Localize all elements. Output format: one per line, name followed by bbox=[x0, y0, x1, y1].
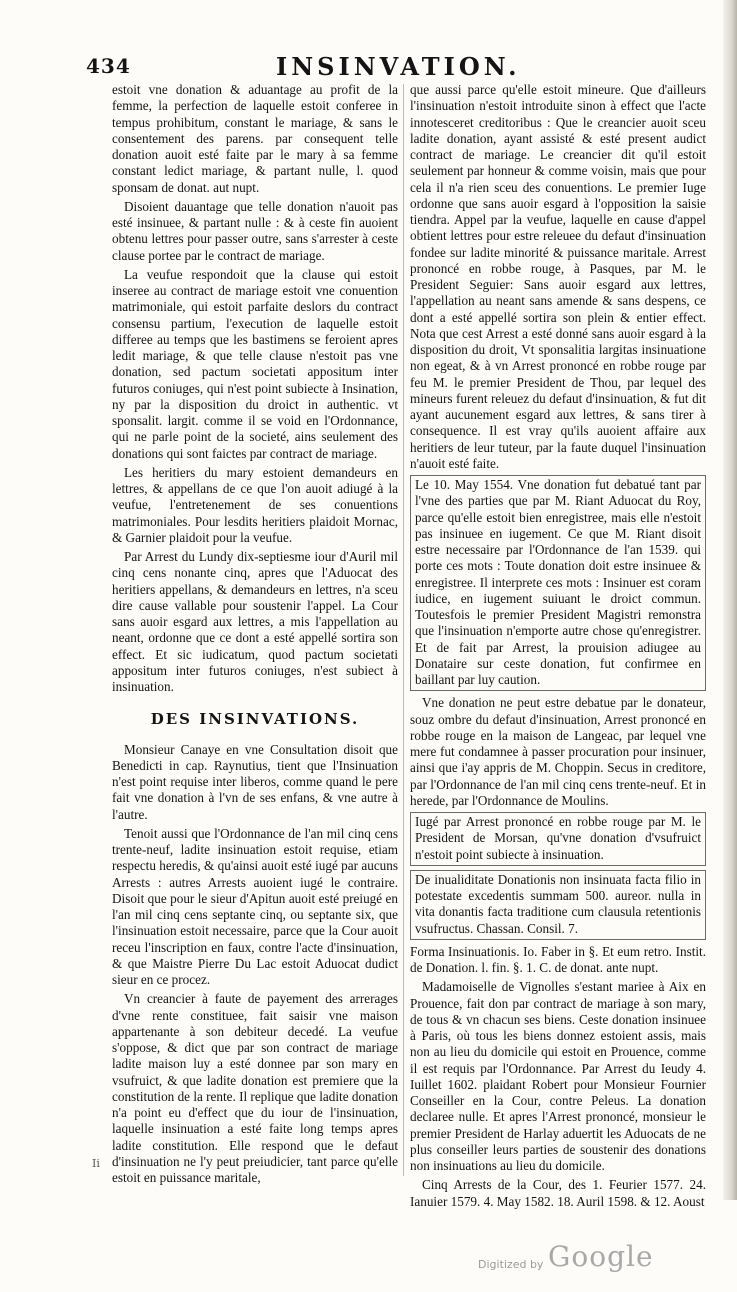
paragraph: estoit vne donation & aduantage au profit de la femme, la perfection de laquelle estoit conferee in tempus prohibitum, constant le mariage, & sans le consentement des parens. par consequent telle donation auoit esté faite par le mary à sa femme constant ledict mariage, & partant nulle, l. quod sponsam de donat. aut nupt. bbox=[112, 82, 398, 195]
boxed-note-text: Le 10. May 1554. Vne donation fut debatué tant par l'vne des parties que par M. Riant Aduocat du Roy, parce qu'elle estoit bien enregistree, mais elle n'estoit pas insinuee en iugement. Ce que M. Riant disoit estre necessaire par l'Ordonnance de l'an 1539. qui porte ces mots : Toute donation doit estre insinuee & enregistree. Il interprete ces mots : Insinuer est coram iudice, en iugement suiuant le droict commun. Toutesfois le premier President Magistri remonstra que l'insinuation n'emporte autre chose qu'enregistrer. Et de fait par Arrest, la prouision adiugee au Donataire sur ceste donation, fut confirmee en baillant par luy caution. bbox=[415, 477, 701, 687]
google-logo-text: Google bbox=[548, 1240, 654, 1273]
paragraph: Tenoit aussi que l'Ordonnance de l'an mil cinq cens trente-neuf, ladite insinuation estoit requise, etiam respectu heredis, & qu'ainsi auoit esté iugé par aucuns Arrests : autres Arrests auoient iugé le contraire. Disoit que pour le sieur d'Apitun auoit esté preiugé en l'an mil cinq cens septante cinq, ou septante six, que l'insinuation estoit necessaire, parce que la Cour auoit receu l'inscription en faux, contre l'acte d'insinuation, & que Maistre Pierre Du Lac estoit Aduocat dudict sieur en ce procez. bbox=[112, 825, 398, 987]
paragraph: Par Arrest du Lundy dix-septiesme iour d'Auril mil cinq cens nonante cinq, apres que l'Aduocat des heritiers appellans, & demandeurs en lettres, n'a sceu dire cause vallable pour soustenir l'appel. La Cour sans auoir esgard aux lettres, a mis l'appellation au neant, ordonne que ce dont a esté appellé sortira son effect. Et sic iudicatum, quod pactum societati appositum inter futuros coniuges, n'est subiect à insinuation. bbox=[112, 549, 398, 694]
signature-mark: Ii bbox=[92, 1157, 100, 1170]
page-number: 434 bbox=[86, 54, 131, 78]
section-title: DES INSINVATIONS. bbox=[150, 710, 360, 729]
paragraph: Cinq Arrests de la Cour, des 1. Feurier 1577. 24. Ianuier 1579. 4. May 1582. 18. Auril 1598. & 12. Aoust bbox=[410, 1177, 706, 1209]
paragraph: Vne donation ne peut estre debatue par le donateur, souz ombre du defaut d'insinuation, Arrest prononcé en robbe rouge en la maison de Langeac, par lequel vne mere fut condamnee à passer procuration pour insinuer, ainsi que i'ay appris de M. Choppin. Secus in creditore, par l'Ordonnance de l'an mil cinq cens trente-neuf. Et in herede, par l'Ordonnance de Moulins. bbox=[410, 695, 706, 808]
paragraph: Madamoiselle de Vignolles s'estant mariee à Aix en Prouence, fait don par contract de mariage à son mary, de tous & vn chacun ses biens. Ceste donation insinuee à Paris, où tous les biens donnez estoient assis, mais non au lieu du domicile qui estoit en Prouence, comme il est requis par l'Ordonnance. Par Arrest du Ieudy 4. Iuillet 1602. plaidant Robert pour Monsieur Fournier Conseiller en la Cour, contre Peleus. La donation declaree nulle. Et apres l'Arrest prononcé, monsieur le premier President de Harlay aduertit les Aduocats de ne plus conseiller leurs parties de soustenir des donations non insinuations au lieu du domicile. bbox=[410, 979, 706, 1173]
paragraph: Les heritiers du mary estoient demandeurs en lettres, & appellans de ce que l'on auoit adiugé à la veufue, l'entretenement de ses conuentions matrimoniales. Pour lesdits heritiers plaidoit Mornac, & Garnier plaidoit pour la veufue. bbox=[112, 464, 398, 545]
boxed-note-text: Iugé par Arrest prononcé en robbe rouge par M. le President de Morsan, qu'vne donation d'vsufruict n'estoit point subiecte à insinuation. bbox=[415, 814, 701, 862]
page-header bbox=[86, 54, 722, 82]
paragraph: que aussi parce qu'elle estoit mineure. Que d'ailleurs l'insinuation n'estoit introduite sinon à effect que l'acte innotesceret creditoribus : Que le creancier auoit sceu ladite donation, ayant assisté & esté present audict contract de mariage. Le creancier dit qu'il estoit seulement par honneur & comme voisin, mais que pour cela il n'a rien sceu des conuentions. Le premier Iuge ordonne que sans auoir esgard à l'opposition la saisie tiendra. Appel par la veufue, laquelle en cause d'appel obtient lettres pour estre releuee du defaut d'insinuation fondee sur ladite minorité & puissance maritale. Arrest prononcé en robbe rouge, à Pasques, par M. le President Seguier: Sans auoir esgard aux lettres, l'appellation au neant sans amende & sans despens, ce dont a esté appellé sortira son plein & entier effect. Nota que cest Arrest a esté donné sans auoir esgard à la disposition du droit, Vt sponsalitia largitas insinuatione non egeat, & à vn Arrest prononcé en robbe rouge par feu M. le premier President de Thou, par lequel des mineurs furent releuez du defaut d'insinuation, & fut dit ayant aucunement esgard aux lettres, & sans tirer à consequence. Il est vray qu'ils auoient affaire aux heritiers de leur tuteur, par la faute duquel l'insinuation n'auoit esté faite. bbox=[410, 82, 706, 471]
boxed-note bbox=[410, 475, 706, 691]
running-head: INSINVATION. bbox=[276, 52, 521, 81]
boxed-note bbox=[410, 870, 706, 940]
paragraph: La veufue respondoit que la clause qui estoit inseree au contract de mariage estoit vne conuention matrimoniale, qui estoit parfaite deslors du contract consensu partium, l'execution de laquelle estoit differee au temps que les bastimens se feroient apres ledit mariage, & que telle clause n'estoit pas vne donation, sed pactum societati appositum inter futuros coniuges, qui n'est point subiecte à Insination, ny par la disposition du droict in authentic. vt sponsalit. largit. comme il se void en l'Ordonnance, qui ne parle point de la societé, ains seulement des donations qui sont faictes par contract de mariage. bbox=[112, 266, 398, 461]
paragraph: Vn creancier à faute de payement des arrerages d'vne rente constituee, fait saisir vne maison appartenante à son debiteur decedé. La veufue s'oppose, & dict que par son contract de mariage ladite maison luy a esté donnee par son mary en vsufruict, & que ladite donation est premiere que la constitution de la rente. Il replique que ladite donation n'a point eu d'effect que du iour de l'insinuation, laquelle insinuation a esté faite long temps apres ladite constitution. Elle respond que le defaut d'insinuation ne l'y peut preiudicier, tant parce qu'elle estoit en puissance maritale, bbox=[112, 991, 399, 1185]
right-column bbox=[410, 82, 706, 1213]
digitized-watermark bbox=[478, 1242, 708, 1274]
watermark-small-text: Digitized by bbox=[478, 1258, 544, 1271]
forma-line: Forma Insinuationis. Io. Faber in §. Et eum retro. Instit. de Donation. l. fin. §. 1. C. de donat. ante nupt. bbox=[410, 943, 706, 975]
boxed-note-text: De inualiditate Donationis non insinuata facta filio in potestate excedentis summam 500. aureor. nulla in vita donantis facta traditione cum clausula retentionis vsufructus. Chassan. Consil. 7. bbox=[415, 871, 701, 936]
left-column bbox=[112, 82, 398, 1189]
column-divider bbox=[403, 84, 404, 1176]
book-edge-shadow bbox=[723, 0, 737, 1200]
boxed-note bbox=[410, 812, 706, 866]
paragraph: Disoient dauantage que telle donation n'auoit pas esté insinuee, & partant nulle : & à ceste fin auoient obtenu lettres pour passer outre, sans s'arrester à ceste clause portee par le contract de mariage. bbox=[112, 198, 398, 263]
paragraph: Monsieur Canaye en vne Consultation disoit que Benedicti in cap. Raynutius, tient que l'Insinuation n'est point requise inter liberos, comme quand le pere fait vne donation à l'vn de ses enfans, & vne autre à l'autre. bbox=[112, 741, 398, 822]
